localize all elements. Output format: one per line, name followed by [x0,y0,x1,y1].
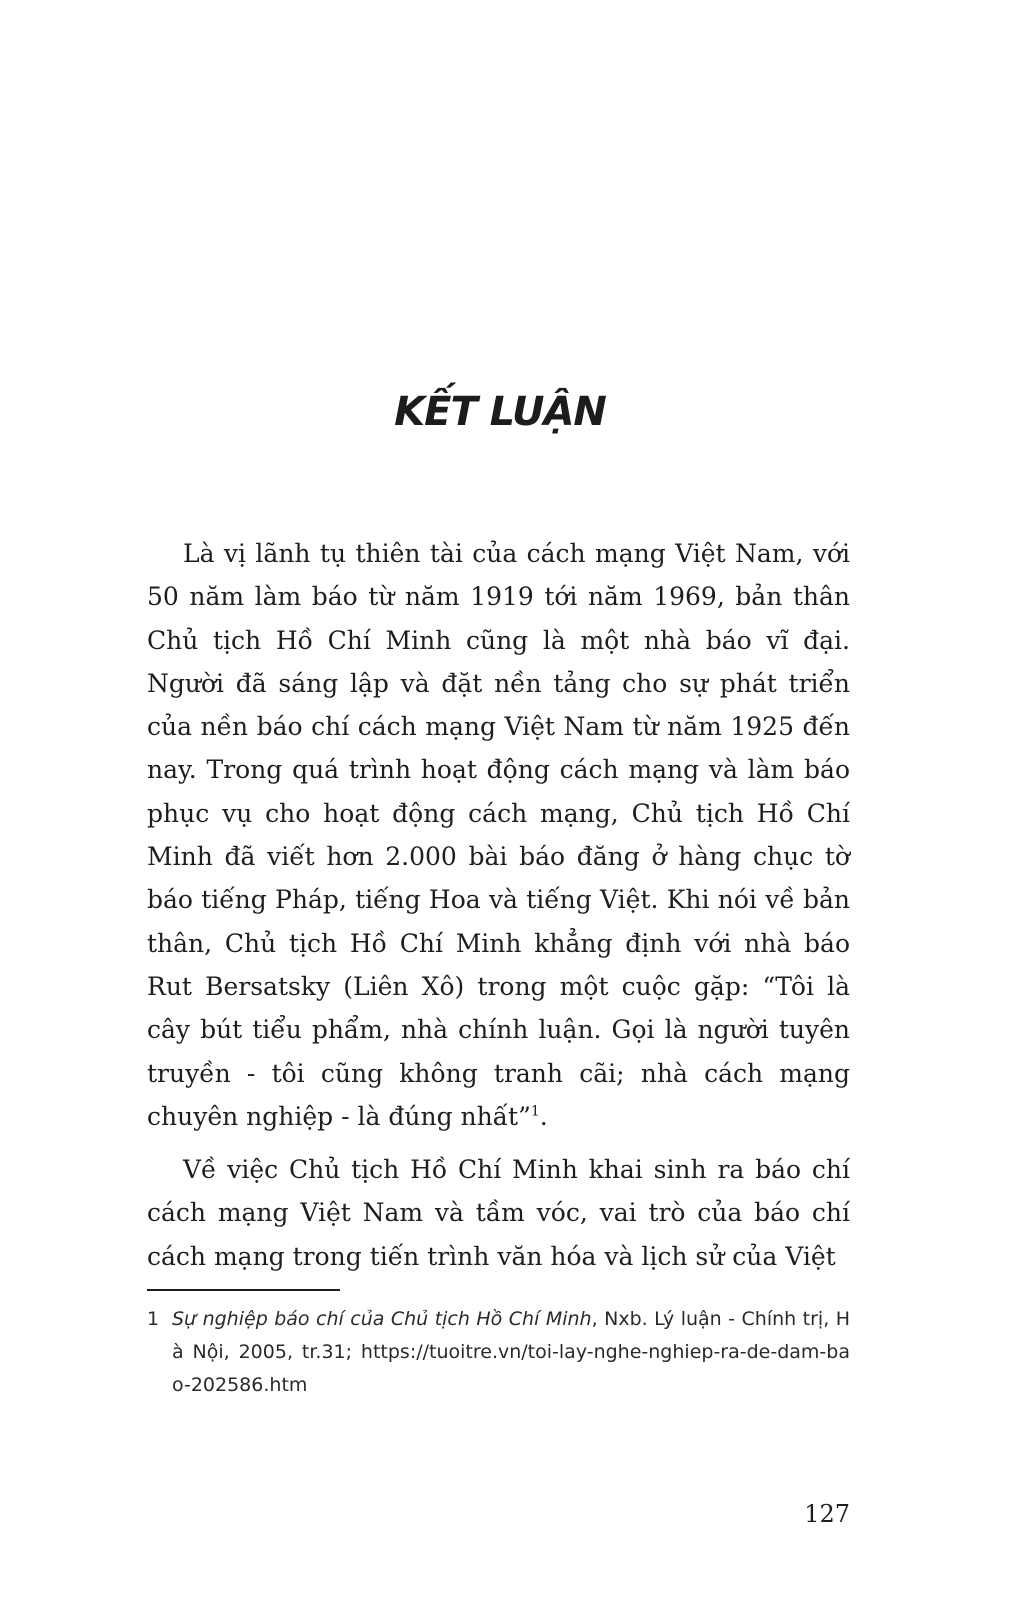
page-number: 127 [804,1500,850,1528]
footnote-details: , Nxb. Lý luận - Chính trị, Hà Nội, 2005, tr.31; https://tuoitre.vn/toi-lay-nghe-nghiep-ra-de-dam-bao-202586.htm [172,1308,850,1396]
footnote-divider [147,1289,340,1291]
paragraph-1-text: Là vị lãnh tụ thiên tài của cách mạng Việt Nam, với 50 năm làm báo từ năm 1919 tới năm 1969, bản thân Chủ tịch Hồ Chí Minh cũng là một nhà báo vĩ đại. Người đã sáng lập và đặt nền tảng cho sự phát triển của nền báo chí cách mạng Việt Nam từ năm 1925 đến nay. Trong quá trình hoạt động cách mạng và làm báo phục vụ cho hoạt động cách mạng, Chủ tịch Hồ Chí Minh đã viết hơn 2.000 bài báo đăng ở hàng chục tờ báo tiếng Pháp, tiếng Hoa và tiếng Việt. Khi nói về bản thân, Chủ tịch Hồ Chí Minh khẳng định với nhà báo Rut Bersatsky (Liên Xô) trong một cuộc gặp: “Tôi là cây bút tiểu phẩm, nhà chính luận. Gọi là người tuyên truyền - tôi cũng không tranh cãi; nhà cách mạng chuyên nghiệp - là đúng nhất” [147,539,850,1131]
footnote-book-title: Sự nghiệp báo chí của Chủ tịch Hồ Chí Minh [172,1308,592,1330]
footnote-text [172,1303,850,1402]
paragraph [147,532,850,1138]
paragraph-1-end: . [539,1101,548,1131]
paragraph-2-text: Về việc Chủ tịch Hồ Chí Minh khai sinh ra báo chí cách mạng Việt Nam và tầm vóc, vai trò của báo chí cách mạng trong tiến trình văn hóa và lịch sử của Việt [147,1155,850,1271]
chapter-title: KẾT LUẬN [394,388,606,435]
footnote-number: 1 [147,1308,160,1330]
footnote [147,1303,850,1402]
footnote-reference: 1 [530,1103,540,1120]
main-text [147,532,850,1278]
paragraph [147,1148,850,1278]
